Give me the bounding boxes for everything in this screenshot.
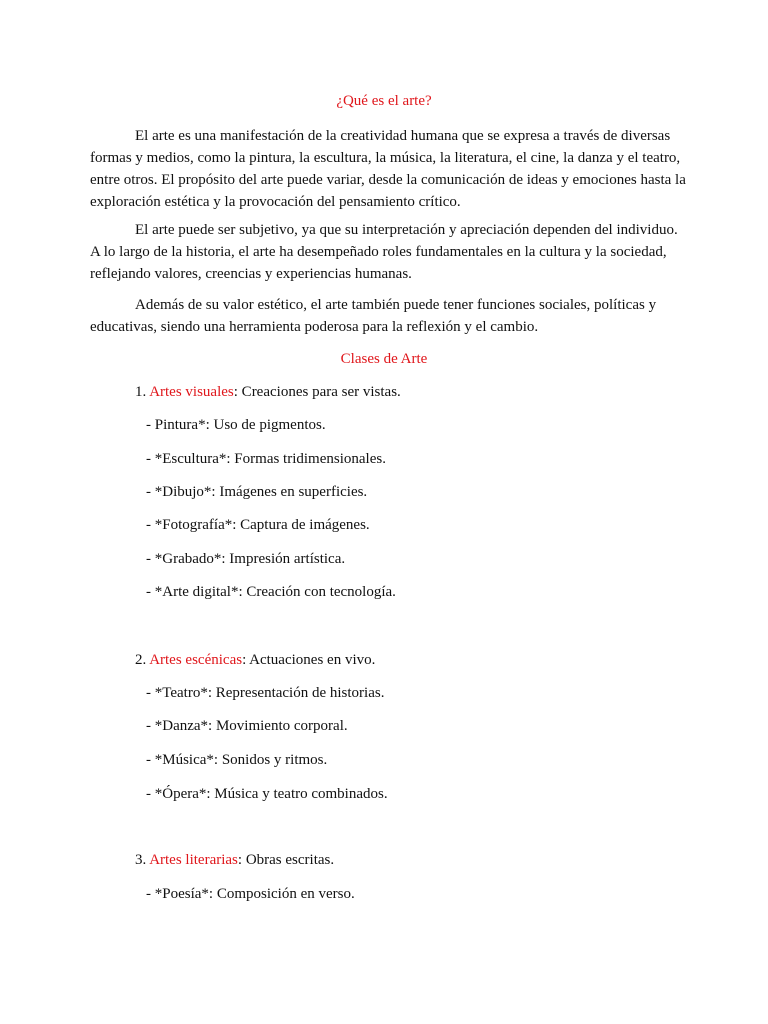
paragraph-3: Además de su valor estético, el arte también puede tener funciones sociales, políticas y educativas, siendo una herramienta poderosa para la reflexión y el cambio. [90,297,657,335]
category-heading-literarias [135,852,334,869]
category-number: 3. [135,852,150,868]
category-name: Artes escénicas [149,652,243,668]
list-item: - *Poesía*: Composición en verso. [146,886,355,902]
list-item: - *Grabado*: Impresión artística. [146,551,346,567]
section-title: Clases de Arte [340,351,428,367]
list-item: - *Fotografía*: Captura de imágenes. [146,517,370,533]
category-name: Artes literarias [149,852,238,868]
category-number: 2. [135,652,150,668]
document-title: ¿Qué es el arte? [336,93,432,109]
paragraph-1: El arte es una manifestación de la creatividad humana que se expresa a través de diversas formas y medios, como la pintura, la escultura, la música, la literatura, el cine, la danza y el teatro, entre otros. El propósito del arte puede variar, desde la comunicación de ideas y emociones hasta la exploración estética y la provocación del pensamiento crítico. [90,128,686,210]
list-item: - *Escultura*: Formas tridimensionales. [146,451,386,467]
list-item: - *Danza*: Movimiento corporal. [146,718,348,734]
list-item: - *Ópera*: Música y teatro combinados. [146,786,388,802]
category-number: 1. [135,384,150,400]
category-heading-visuales [135,384,401,401]
list-item: - Pintura*: Uso de pigmentos. [146,417,326,433]
category-heading-escenicas [135,652,375,669]
list-item: - *Teatro*: Representación de historias. [146,685,385,701]
category-name: Artes visuales [149,384,234,400]
paragraph-2: El arte puede ser subjetivo, ya que su interpretación y apreciación dependen del individuo. A lo largo de la historia, el arte ha desempeñado roles fundamentales en la cultura y la sociedad, reflejando valores, creencias y experiencias humanas. [90,222,678,282]
category-description: : Creaciones para ser vistas. [233,384,401,400]
list-item: - *Música*: Sonidos y ritmos. [146,752,328,768]
list-item: - *Arte digital*: Creación con tecnología. [146,584,396,600]
category-description: : Actuaciones en vivo. [242,652,376,668]
list-item: - *Dibujo*: Imágenes en superficies. [146,484,368,500]
category-description: : Obras escritas. [237,852,335,868]
